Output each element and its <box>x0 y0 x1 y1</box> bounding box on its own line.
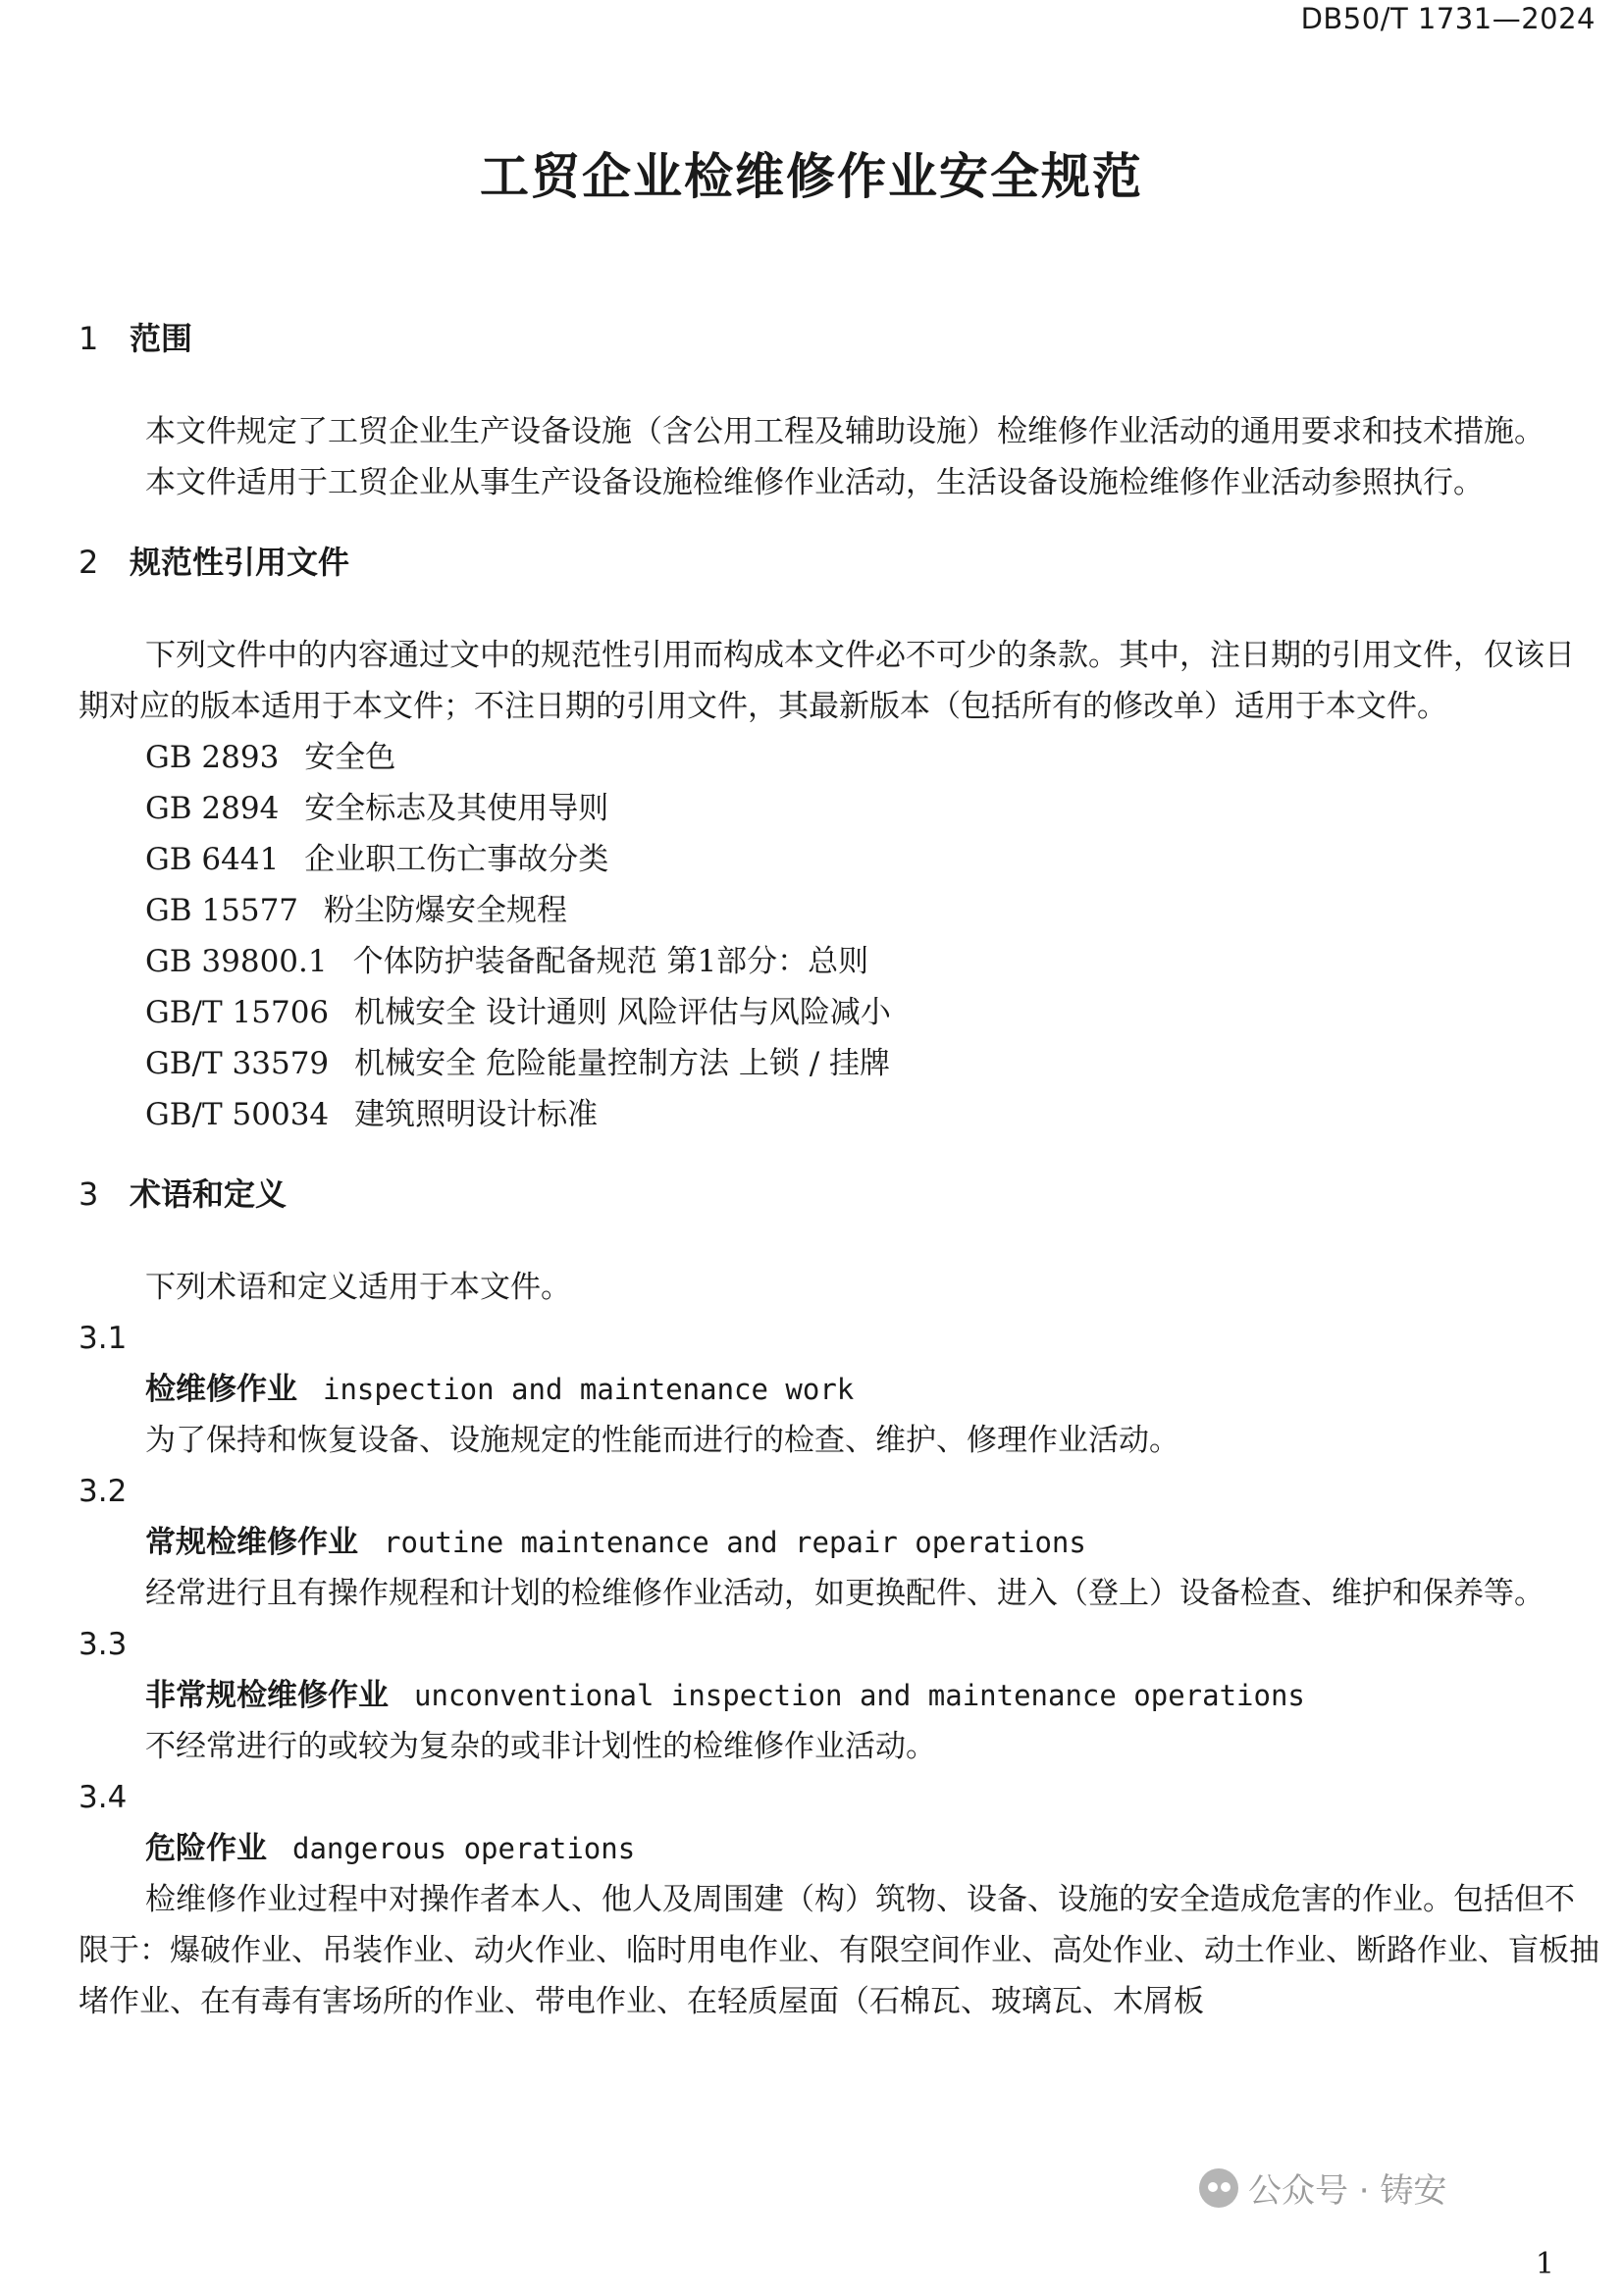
reference-title: 企业职工伤亡事故分类 <box>304 842 609 877</box>
reference-code: GB/T 50034 <box>145 1097 330 1132</box>
term-definition: 为了保持和恢复设备、设施规定的性能而进行的检查、维护、修理作业活动。 <box>145 1423 1179 1458</box>
reference-item <box>79 732 1601 783</box>
section-1-heading <box>79 314 1601 363</box>
section-3-heading <box>79 1170 1601 1219</box>
reference-item <box>79 1038 1601 1089</box>
reference-code: GB 39800.1 <box>145 944 328 979</box>
reference-item <box>79 1089 1601 1140</box>
term-name <box>79 1670 1601 1721</box>
reference-title: 建筑照明设计标准 <box>354 1097 599 1132</box>
paragraph: 下列术语和定义适用于本文件。 <box>145 1270 571 1305</box>
wechat-icon <box>1199 2168 1238 2208</box>
term-number: 3.2 <box>79 1474 128 1509</box>
reference-item <box>79 936 1601 987</box>
term-zh: 常规检维修作业 <box>145 1525 358 1560</box>
reference-title: 机械安全 设计通则 风险评估与风险减小 <box>354 995 891 1030</box>
reference-item <box>79 885 1601 936</box>
term-number: 3.4 <box>79 1780 128 1815</box>
reference-code: GB 2893 <box>145 740 280 775</box>
watermark-text: 公众号 · 铸安 <box>1248 2171 1447 2211</box>
term-en: unconventional inspection and maintenance operations <box>414 1679 1305 1712</box>
reference-title: 粉尘防爆安全规程 <box>324 893 568 928</box>
section-title: 规范性引用文件 <box>130 544 350 581</box>
term-name <box>79 1364 1601 1415</box>
term-en: dangerous operations <box>292 1832 636 1865</box>
reference-code: GB/T 33579 <box>145 1046 330 1081</box>
term-zh: 非常规检维修作业 <box>145 1678 389 1713</box>
reference-item <box>79 834 1601 885</box>
term-zh: 检维修作业 <box>145 1372 297 1407</box>
paragraph: 下列文件中的内容通过文中的规范性引用而构成本文件必不可少的条款。其中，注日期的引用文件，仅该日期对应的版本适用于本文件；不注日期的引用文件，其最新版本（包括所有的修改单）适用于本文件。 <box>79 638 1575 724</box>
reference-title: 安全色 <box>304 740 396 775</box>
section-2-heading <box>79 538 1601 587</box>
section-number: 3 <box>79 1175 99 1213</box>
term-en: inspection and maintenance work <box>323 1373 855 1406</box>
reference-code: GB/T 15706 <box>145 995 330 1030</box>
term-name <box>79 1823 1601 1874</box>
reference-title: 机械安全 危险能量控制方法 上锁 / 挂牌 <box>354 1046 890 1081</box>
page-number: 1 <box>1535 2247 1554 2281</box>
reference-code: GB 15577 <box>145 893 299 928</box>
standard-code: DB50/T 1731—2024 <box>1300 2 1596 35</box>
term-definition: 经常进行且有操作规程和计划的检维修作业活动，如更换配件、进入（登上）设备检查、维护和保养等。 <box>145 1576 1544 1611</box>
term-number: 3.1 <box>79 1321 128 1356</box>
paragraph: 本文件规定了工贸企业生产设备设施（含公用工程及辅助设施）检维修作业活动的通用要求和技术措施。 <box>145 414 1544 449</box>
term-en: routine maintenance and repair operations <box>384 1526 1086 1559</box>
term-zh: 危险作业 <box>145 1831 267 1866</box>
term-number: 3.3 <box>79 1627 128 1662</box>
paragraph: 本文件适用于工贸企业从事生产设备设施检维修作业活动，生活设备设施检维修作业活动参照执行。 <box>145 465 1484 500</box>
document-title: 工贸企业检维修作业安全规范 <box>480 148 1143 205</box>
section-number: 2 <box>79 544 99 581</box>
reference-code: GB 6441 <box>145 842 280 877</box>
term-definition: 不经常进行的或较为复杂的或非计划性的检维修作业活动。 <box>145 1729 936 1764</box>
document-body <box>79 314 1601 2027</box>
reference-code: GB 2894 <box>145 791 280 826</box>
section-title: 范围 <box>130 320 193 357</box>
watermark <box>1199 2164 1446 2212</box>
term-definition: 检维修作业过程中对操作者本人、他人及周围建（构）筑物、设备、设施的安全造成危害的作业。包括但不限于：爆破作业、吊装作业、动火作业、临时用电作业、有限空间作业、高处作业、动土作业、断路作业、盲板抽堵作业、在有毒有害场所的作业、带电作业、在轻质屋面（石棉瓦、玻璃瓦、木屑板 <box>79 1882 1599 2019</box>
reference-item <box>79 987 1601 1038</box>
reference-title: 安全标志及其使用导则 <box>304 791 609 826</box>
section-title: 术语和定义 <box>130 1175 288 1213</box>
section-number: 1 <box>79 320 99 357</box>
term-name <box>79 1517 1601 1568</box>
reference-item <box>79 783 1601 834</box>
reference-title: 个体防护装备配备规范 第1部分：总则 <box>352 944 869 979</box>
